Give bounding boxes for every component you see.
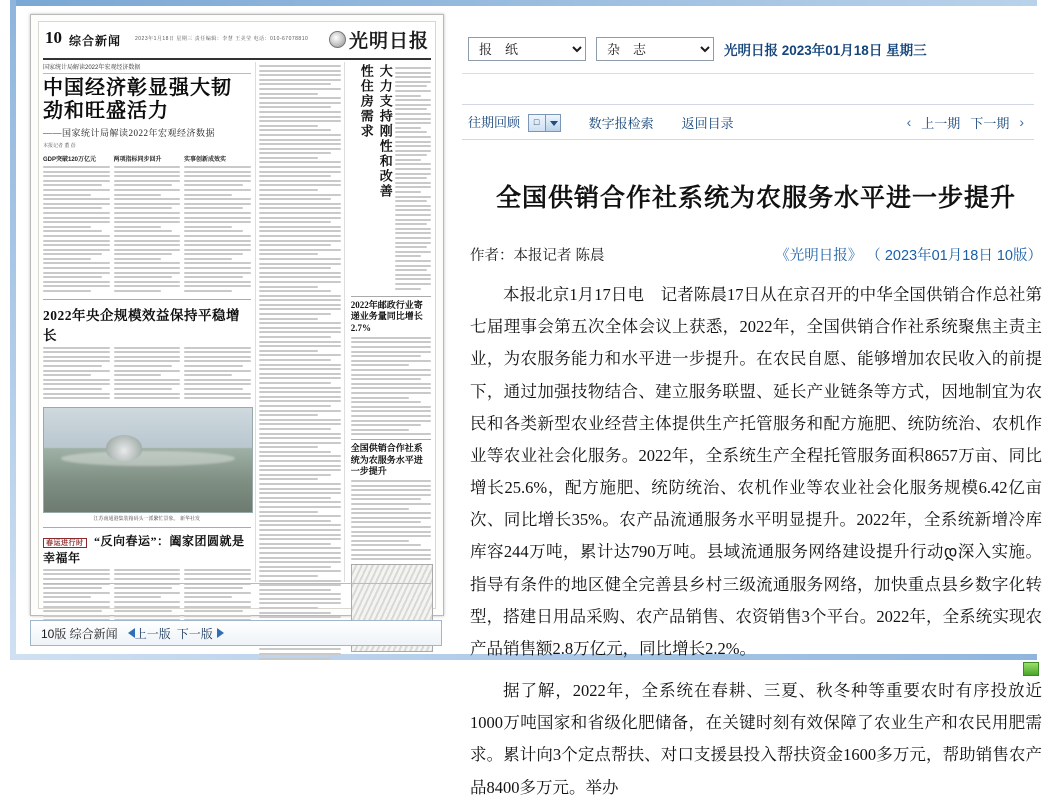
publication-type-select[interactable] <box>468 37 586 61</box>
newspaper-byline: 本报记者 董 蓓 <box>43 143 76 149</box>
next-page-link[interactable]: 下一版 <box>176 626 213 641</box>
article-content <box>462 150 1050 797</box>
newspaper-section-name: 综合新闻 <box>69 34 122 48</box>
newspaper-logo-text: 光明日报 <box>348 30 429 52</box>
article-source-name[interactable]: 《光明日报》 <box>775 248 863 264</box>
issue-navigation-bar[interactable] <box>462 104 1034 140</box>
next-issue-chevron-icon[interactable]: › <box>1019 114 1024 130</box>
newspaper-logo <box>311 26 429 52</box>
newspaper-body-lines <box>184 166 251 292</box>
newspaper-dateline: 2023年1月18日 星期三 责任编辑：李慧 王美莹 电话：010-67078810 <box>135 36 309 42</box>
article-source-date: （ 2023年01月18日 10版） <box>866 248 1042 264</box>
newspaper-page-image[interactable] <box>30 14 444 616</box>
status-bar <box>0 662 1045 678</box>
page-navigation-toolbar[interactable] <box>30 620 442 646</box>
newspaper-headline-bottom-text: “反向春运”：阖家团圆就是幸福年 <box>43 533 245 565</box>
sun-icon <box>329 31 346 48</box>
newspaper-headline-bottom <box>43 527 251 566</box>
newspaper-column-main <box>43 62 251 582</box>
next-issue-link[interactable]: 下一期 <box>970 115 1010 131</box>
article-paragraph: 本报北京1月17日电 记者陈晨17日从在京召开的中华全国供销合作总社第七届理事会第五次全体会议上获悉，2022年，全国供销合作社系统聚焦主责主业，为农服务能力和水平进一步提升。在农民自愿、能够增加农民收入的前提下，通过加强技物结合、建立服务联盟、延长产业链条等方式，因地制宜为农民和各类新型农业经营主体提供生产托管服务和配方施肥、统防统治、农机作业等农业社会化服务。2022年，全系统生产全程托管服务面积8657万亩、同比增长25.6%，配方施肥、统防统治、农机作业等农业社会化服务规模6.42亿亩次、同比增长35%。农产品流通服务水平明显提升。2022年，全系统新增冷库库容244万吨，累计达790万吨。县域流通服务网络建设提升行动დ深入实施。指导有条件的地区健全完善县乡村三级流通服务网络，加快重点县乡数字化转型，搭建日用品采购、农产品销售、农资销售3个平台。2022年，全系统实现农产品销售额2.8万亿元，同比增长2.2%。 <box>470 285 1042 658</box>
newspaper-page-viewer[interactable] <box>10 6 455 646</box>
newspaper-page-content <box>38 21 436 609</box>
issue-stepper[interactable] <box>907 113 1034 132</box>
prev-page-arrow-icon[interactable] <box>128 628 135 638</box>
newspaper-photo-caption: 江苏南通港集装箱码头一派繁忙景象。 新华社发 <box>93 515 200 522</box>
newspaper-kicker: 国家统计局解读2022年宏观经济数据 <box>43 62 251 74</box>
prev-page-link[interactable]: 上一版 <box>134 626 171 641</box>
current-issue-label: 光明日报 2023年01月18日 星期三 <box>724 43 927 58</box>
newspaper-headline-c2[interactable]: 全国供销合作社系统为农服务水平进一步提升 <box>351 439 431 477</box>
next-page-arrow-icon[interactable] <box>217 628 224 638</box>
status-indicator-icon <box>1023 662 1039 676</box>
newspaper-body-lines <box>114 347 181 400</box>
newspaper-column-secondary <box>255 62 345 582</box>
newspaper-headline-c1: 2022年邮政行业寄递业务量同比增长2.7% <box>351 296 431 334</box>
newspaper-photo <box>43 407 253 513</box>
newspaper-subhead-b1: 两项指标同步回升 <box>113 157 162 163</box>
newspaper-column-right <box>349 62 431 582</box>
newspaper-text-block-mid <box>43 344 251 402</box>
newspaper-footer <box>43 583 431 604</box>
newspaper-body-lines <box>43 347 110 400</box>
newspaper-subhead-c1: 实事创新成效实 <box>184 157 227 163</box>
newspaper-body-lines <box>259 65 341 669</box>
newspaper-headline-main: 中国经济彰显强大韧劲和旺盛活力 <box>43 77 232 122</box>
prev-issue-link[interactable]: 上一期 <box>921 115 961 131</box>
chevron-down-icon[interactable] <box>546 114 561 132</box>
newspaper-body-lines <box>351 337 431 435</box>
article-body <box>470 279 1042 804</box>
archive-spinner-value: □ <box>528 114 546 132</box>
newspaper-tag-bottom: 春运进行时 <box>43 538 87 548</box>
article-pane <box>462 0 1042 797</box>
newspaper-page-number: 10 <box>45 28 62 47</box>
newspaper-text-block-top <box>43 151 251 295</box>
newspaper-vertical-headline: 大力支持刚性和改善性住房需求 <box>358 64 393 199</box>
newspaper-subhead-a1: GDP突破120万亿元 <box>43 157 97 163</box>
newspaper-body-lines <box>184 347 251 400</box>
current-page-label: 10版 综合新闻 <box>41 626 118 641</box>
toolbar-divider <box>462 73 1034 74</box>
article-title: 全国供销合作社系统为农服务水平进一步提升 <box>495 185 1016 212</box>
prev-issue-chevron-icon[interactable]: ‹ <box>906 114 912 130</box>
archive-label: 往期回顾 <box>468 114 521 130</box>
article-author: 作者：本报记者 陈晨 <box>470 248 605 264</box>
article-meta <box>470 244 1042 265</box>
newspaper-body-lines <box>395 65 431 292</box>
newspaper-masthead <box>43 24 431 60</box>
article-source <box>775 244 1042 265</box>
newspaper-subhead-main: ——国家统计局解读2022年宏观经济数据 <box>43 128 216 138</box>
magazine-select[interactable] <box>596 37 714 61</box>
archive-link[interactable] <box>462 112 575 133</box>
newspaper-body-lines <box>43 166 110 292</box>
archive-spinner[interactable] <box>528 114 561 132</box>
newspaper-columns <box>43 62 431 582</box>
publication-selector-bar[interactable] <box>462 26 1040 72</box>
newspaper-body-lines <box>351 480 431 560</box>
newspaper-body-lines <box>114 166 181 292</box>
digital-search-link[interactable]: 数字报检索 <box>588 115 654 131</box>
newspaper-headline-mid: 2022年央企规模效益保持平稳增长 <box>43 299 251 344</box>
article-paragraph: 据了解，2022年，全系统在春耕、三夏、秋冬种等重要农时有序投放近1000万吨国家和省级化肥储备，在关键时刻有效保障了农业生产和农民用肥需求。累计向3个定点帮扶、对口支援县投入帮扶资金1600多万元，帮助销售农产品8400多万元。举办 <box>470 681 1042 797</box>
back-to-index-link[interactable]: 返回目录 <box>681 115 734 131</box>
